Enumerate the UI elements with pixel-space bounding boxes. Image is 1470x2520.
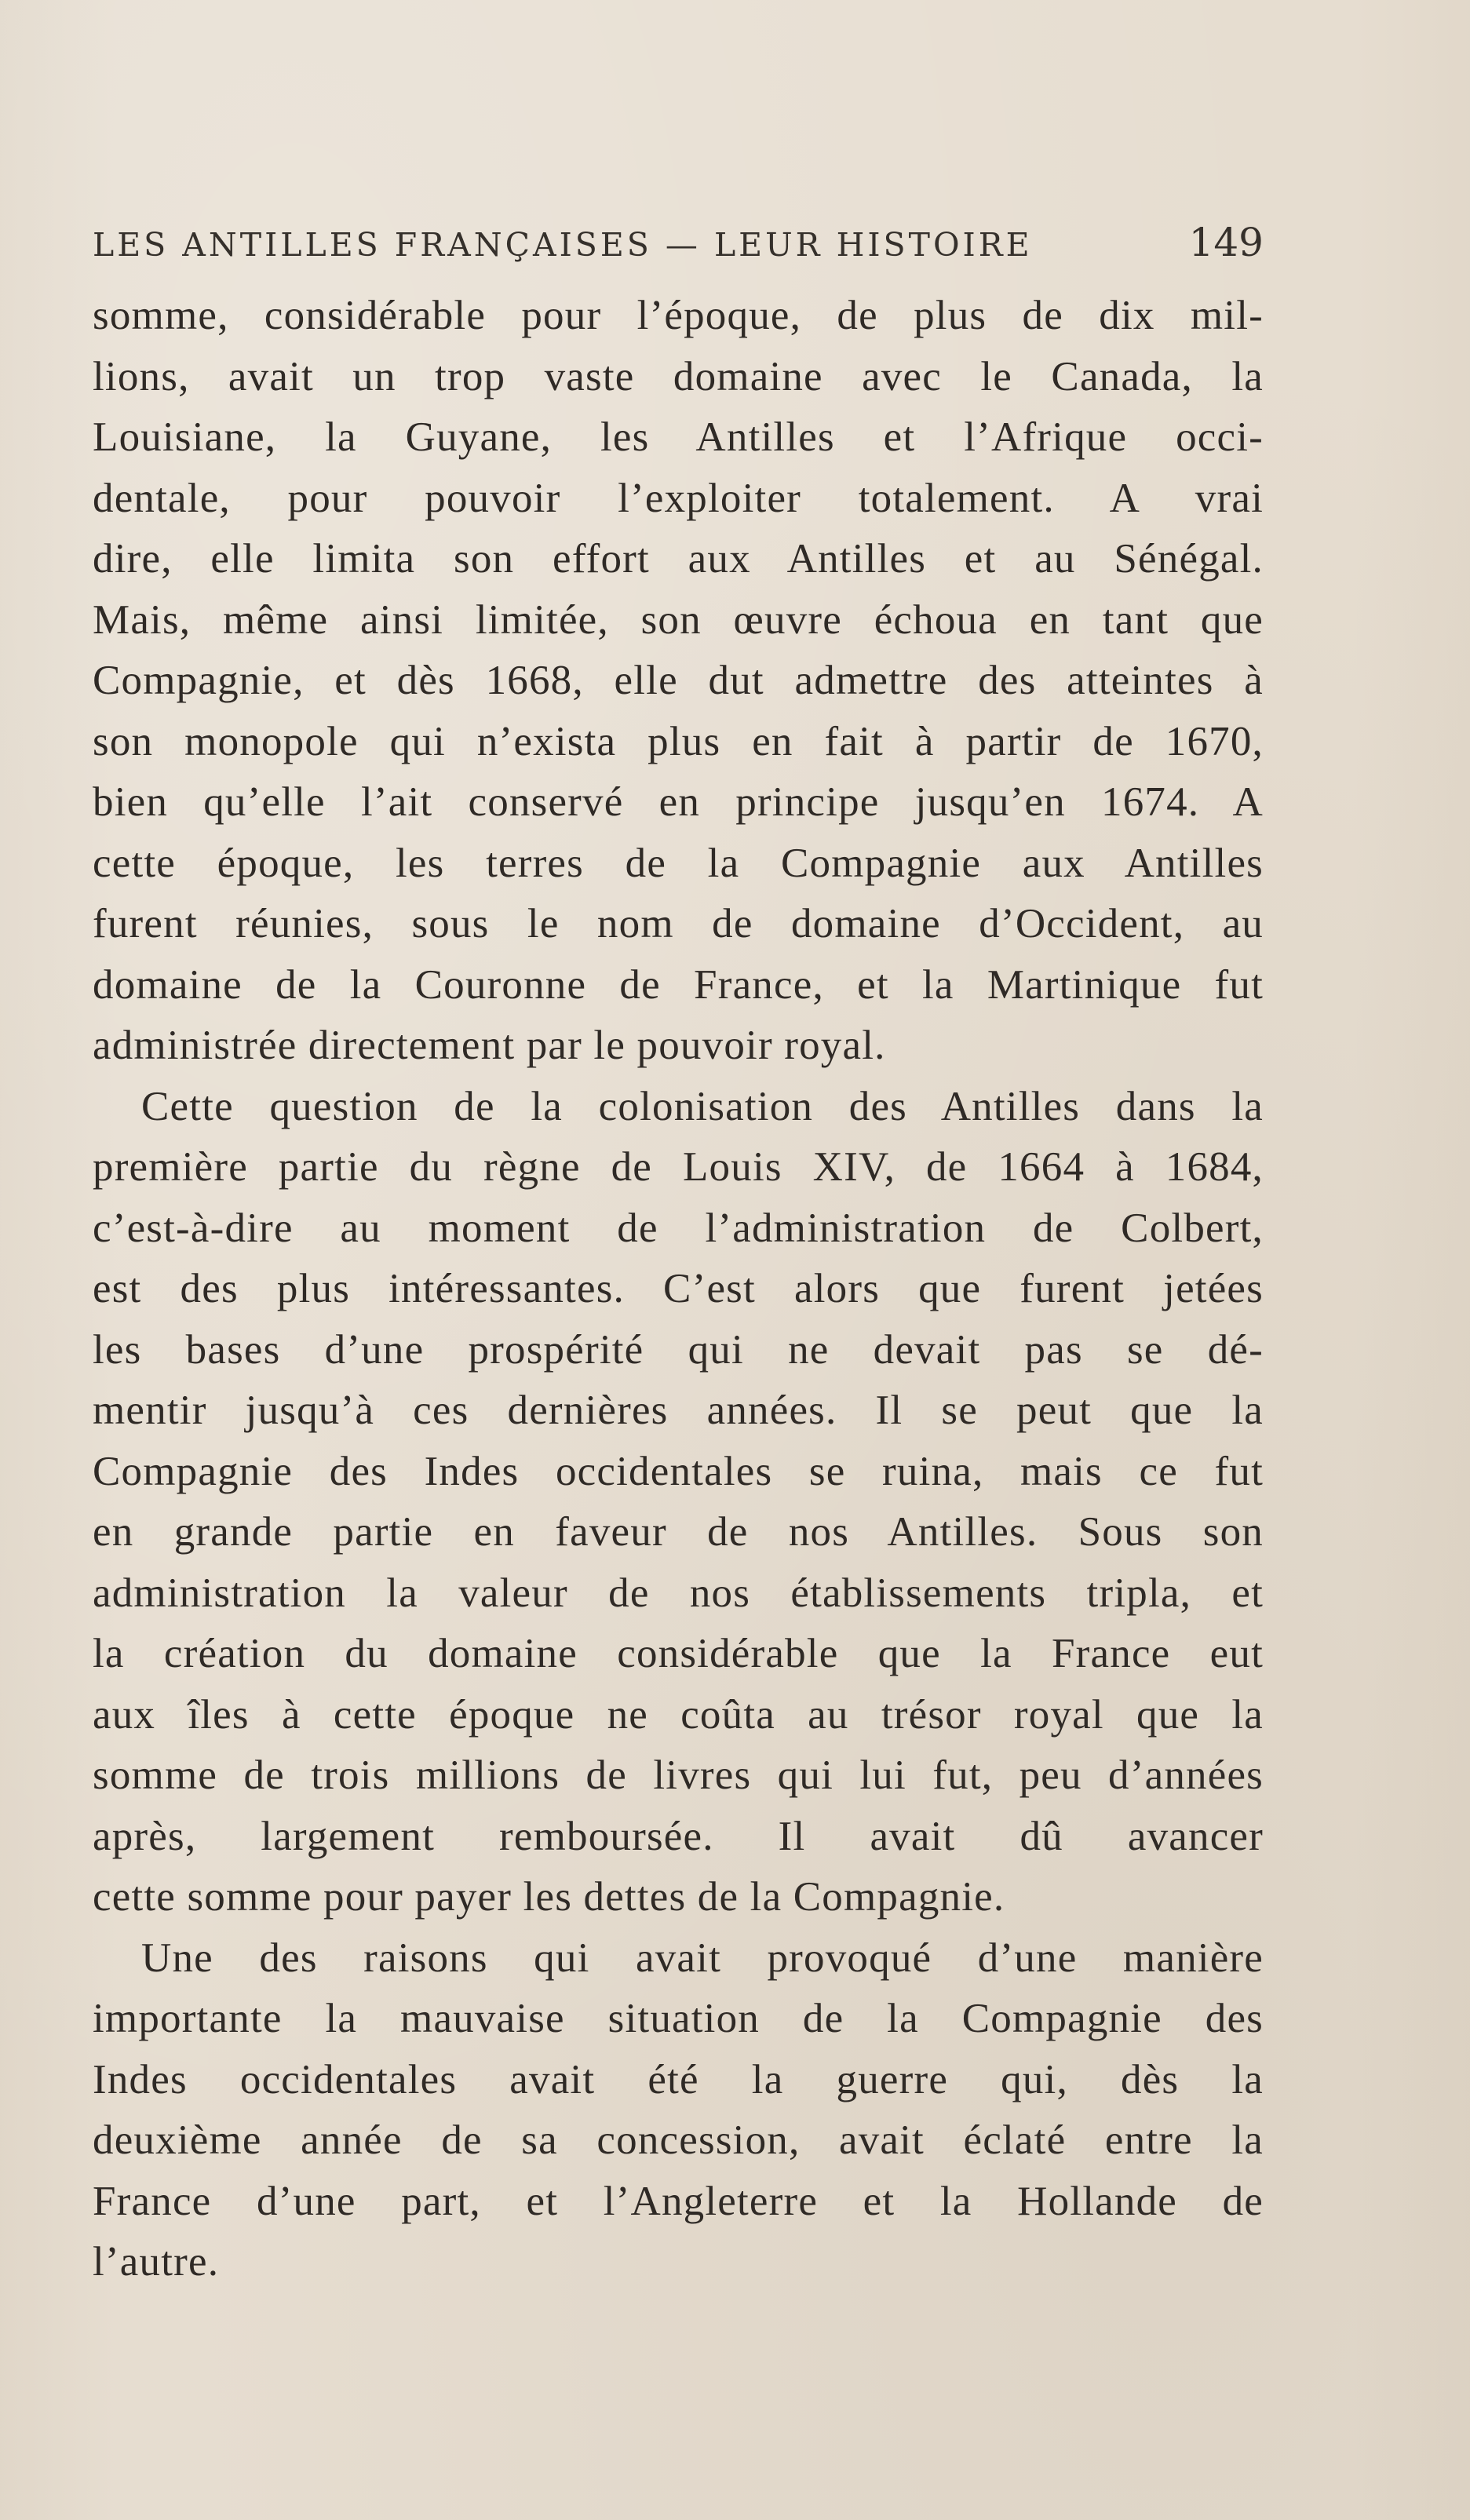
- text-line: Louisiane, la Guyane, les Antilles et l’Afrique occi-: [93, 414, 1264, 460]
- text-line: son monopole qui n’exista plus en fait à partir de 1670,: [93, 718, 1264, 764]
- text-line: Compagnie des Indes occidentales se ruina, mais ce fut: [93, 1448, 1264, 1494]
- text-line: somme, considérable pour l’époque, de plus de dix mil-: [93, 293, 1264, 338]
- text-line: mentir jusqu’à ces dernières années. Il se peut que la: [93, 1388, 1264, 1433]
- book-page: [93, 220, 1264, 2293]
- text-line: bien qu’elle l’ait conservé en principe jusqu’en 1674. A: [93, 779, 1264, 825]
- text-line: cette époque, les terres de la Compagnie aux Antilles: [93, 840, 1264, 886]
- text-line: en grande partie en faveur de nos Antilles. Sous son: [93, 1509, 1264, 1555]
- text-line: est des plus intéressantes. C’est alors que furent jetées: [93, 1266, 1264, 1311]
- text-line: deuxième année de sa concession, avait éclaté entre la: [93, 2117, 1264, 2163]
- body-text: [93, 286, 1264, 2293]
- text-line: Indes occidentales avait été la guerre qui, dès la: [93, 2056, 1264, 2102]
- text-line: Une des raisons qui avait provoqué d’une manière: [141, 1935, 1264, 1981]
- text-line: la création du domaine considérable que la France eut: [93, 1631, 1264, 1676]
- paragraph-2: [93, 1077, 1264, 1928]
- paragraph-3: [93, 1928, 1264, 2293]
- text-line: c’est-à-dire au moment de l’administration de Colbert,: [93, 1205, 1264, 1251]
- text-line: Cette question de la colonisation des Antilles dans la: [141, 1083, 1264, 1129]
- text-line: première partie du règne de Louis XIV, de 1664 à 1684,: [93, 1144, 1264, 1190]
- text-line: somme de trois millions de livres qui lui fut, peu d’années: [93, 1752, 1264, 1798]
- text-line: aux îles à cette époque ne coûta au trésor royal que la: [93, 1691, 1264, 1738]
- text-line: cette somme pour payer les dettes de la Compagnie.: [93, 1874, 1005, 1920]
- text-line: dire, elle limita son effort aux Antilles et au Sénégal.: [93, 536, 1264, 582]
- text-line: Compagnie, et dès 1668, elle dut admettre des atteintes à: [93, 658, 1264, 703]
- text-line: administrée directement par le pouvoir royal.: [93, 1023, 886, 1068]
- text-line: lions, avait un trop vaste domaine avec le Canada, la: [93, 353, 1264, 399]
- page-number: 149: [1188, 220, 1264, 265]
- paragraph-1: [93, 286, 1264, 1077]
- text-line: France d’une part, et l’Angleterre et la Hollande de: [93, 2178, 1264, 2224]
- text-line: après, largement remboursée. Il avait dû avancer: [93, 1813, 1264, 1859]
- text-line: l’autre.: [93, 2239, 220, 2285]
- text-line: administration la valeur de nos établissements tripla, et: [93, 1570, 1264, 1616]
- text-line: furent réunies, sous le nom de domaine d’Occident, au: [93, 901, 1264, 946]
- running-head: [93, 220, 1264, 283]
- text-line: domaine de la Couronne de France, et la Martinique fut: [93, 961, 1264, 1008]
- running-title: LES ANTILLES FRANÇAISES — LEUR HISTOIRE: [93, 226, 1033, 264]
- text-line: importante la mauvaise situation de la Compagnie des: [93, 1996, 1264, 2041]
- text-line: les bases d’une prospérité qui ne devait pas se dé-: [93, 1326, 1264, 1373]
- text-line: Mais, même ainsi limitée, son œuvre échoua en tant que: [93, 596, 1264, 643]
- text-line: dentale, pour pouvoir l’exploiter totalement. A vrai: [93, 475, 1264, 521]
